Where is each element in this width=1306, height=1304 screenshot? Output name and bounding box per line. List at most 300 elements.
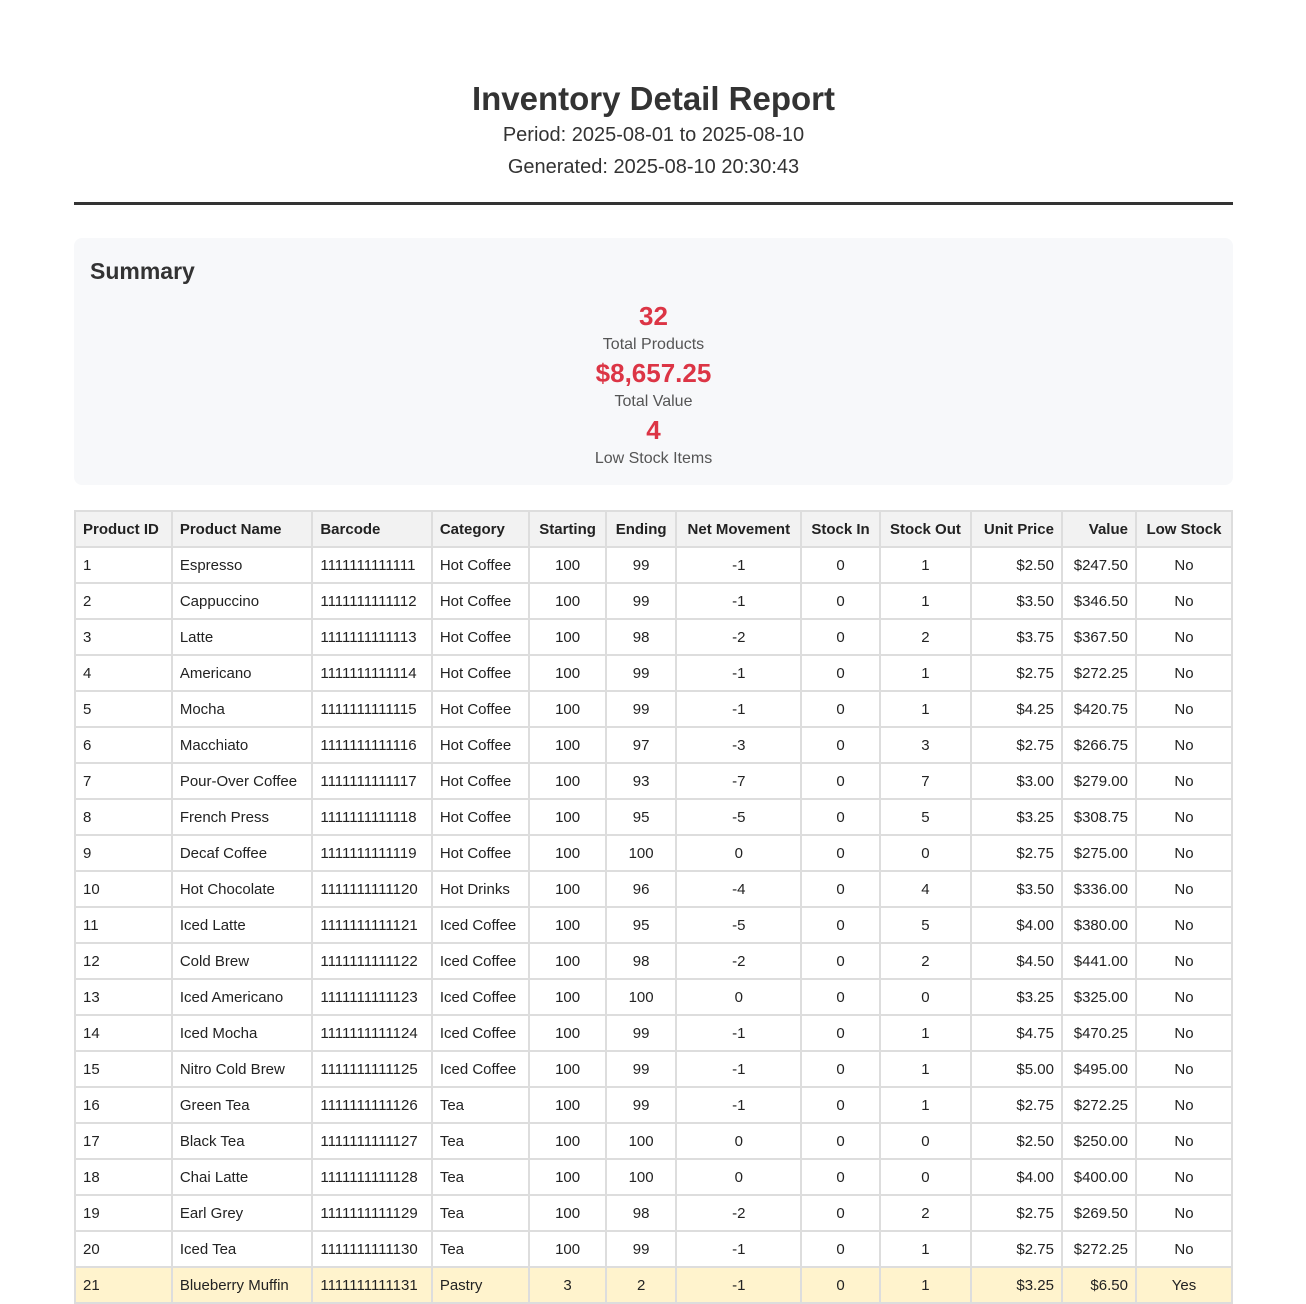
net-movement-cell: 0 — [676, 835, 801, 871]
unit-price-cell: $3.00 — [971, 763, 1062, 799]
report-period: Period: 2025-08-01 to 2025-08-10 — [502, 124, 805, 146]
barcode-cell: 1111111111125 — [312, 1051, 431, 1087]
product-id-cell: 14 — [75, 1015, 172, 1051]
metric-label: Low Stock Items — [594, 450, 713, 467]
metric-value: $8,657.25 — [595, 358, 712, 388]
product-id-cell: 7 — [75, 763, 172, 799]
product-id-cell: 19 — [75, 1195, 172, 1231]
value-cell: $420.75 — [1062, 691, 1136, 727]
net-movement-cell: 0 — [676, 1123, 801, 1159]
category-cell: Hot Coffee — [432, 619, 529, 655]
column-header-product-id: Product ID — [75, 511, 172, 547]
stock-in-cell: 0 — [801, 979, 879, 1015]
starting-cell: 3 — [529, 1267, 606, 1303]
unit-price-cell: $4.00 — [971, 1159, 1062, 1195]
barcode-cell: 1111111111118 — [312, 799, 431, 835]
barcode-cell: 1111111111117 — [312, 763, 431, 799]
low-stock-cell: No — [1136, 655, 1232, 691]
value-cell: $336.00 — [1062, 871, 1136, 907]
category-cell: Tea — [432, 1231, 529, 1267]
ending-cell: 99 — [606, 691, 676, 727]
barcode-cell: 1111111111119 — [312, 835, 431, 871]
product-name-cell: Mocha — [172, 691, 313, 727]
low-stock-cell: No — [1136, 1015, 1232, 1051]
value-cell: $325.00 — [1062, 979, 1136, 1015]
product-id-cell: 12 — [75, 943, 172, 979]
ending-cell: 96 — [606, 871, 676, 907]
net-movement-cell: -4 — [676, 871, 801, 907]
category-cell: Iced Coffee — [432, 907, 529, 943]
stock-out-cell: 1 — [880, 1051, 972, 1087]
unit-price-cell: $2.50 — [971, 1123, 1062, 1159]
unit-price-cell: $2.75 — [971, 1195, 1062, 1231]
low-stock-cell: No — [1136, 619, 1232, 655]
stock-in-cell: 0 — [801, 943, 879, 979]
ending-cell: 100 — [606, 835, 676, 871]
category-cell: Tea — [432, 1123, 529, 1159]
column-header-barcode: Barcode — [312, 511, 431, 547]
net-movement-cell: -2 — [676, 943, 801, 979]
value-cell: $272.25 — [1062, 1231, 1136, 1267]
stock-out-cell: 1 — [880, 691, 972, 727]
low-stock-cell: No — [1136, 1123, 1232, 1159]
net-movement-cell: -7 — [676, 763, 801, 799]
table-row — [75, 979, 1232, 1015]
ending-cell: 99 — [606, 655, 676, 691]
barcode-cell: 1111111111115 — [312, 691, 431, 727]
stock-in-cell: 0 — [801, 835, 879, 871]
column-header-starting: Starting — [529, 511, 606, 547]
product-id-cell: 5 — [75, 691, 172, 727]
product-id-cell: 4 — [75, 655, 172, 691]
low-stock-cell: No — [1136, 907, 1232, 943]
product-name-cell: Nitro Cold Brew — [172, 1051, 313, 1087]
table-row — [75, 1267, 1232, 1303]
table-row — [75, 799, 1232, 835]
value-cell: $367.50 — [1062, 619, 1136, 655]
product-id-cell: 8 — [75, 799, 172, 835]
value-cell: $266.75 — [1062, 727, 1136, 763]
ending-cell: 99 — [606, 1231, 676, 1267]
net-movement-cell: -2 — [676, 1195, 801, 1231]
starting-cell: 100 — [529, 763, 606, 799]
product-name-cell: Iced Mocha — [172, 1015, 313, 1051]
net-movement-cell: -1 — [676, 547, 801, 583]
table-row — [75, 1123, 1232, 1159]
low-stock-cell: No — [1136, 979, 1232, 1015]
table-row — [75, 583, 1232, 619]
report-title: Inventory Detail Report — [471, 80, 836, 117]
starting-cell: 100 — [529, 547, 606, 583]
table-row — [75, 835, 1232, 871]
product-name-cell: French Press — [172, 799, 313, 835]
report-header — [74, 0, 1233, 205]
table-row — [75, 691, 1232, 727]
product-id-cell: 16 — [75, 1087, 172, 1123]
starting-cell: 100 — [529, 1087, 606, 1123]
ending-cell: 98 — [606, 943, 676, 979]
column-header-stock-in: Stock In — [801, 511, 879, 547]
value-cell: $250.00 — [1062, 1123, 1136, 1159]
low-stock-cell: No — [1136, 1195, 1232, 1231]
low-stock-cell: Yes — [1136, 1267, 1232, 1303]
stock-out-cell: 1 — [880, 583, 972, 619]
stock-out-cell: 1 — [880, 1015, 972, 1051]
net-movement-cell: -2 — [676, 619, 801, 655]
starting-cell: 100 — [529, 1195, 606, 1231]
metric-low-stock-items — [74, 414, 1233, 471]
stock-in-cell: 0 — [801, 1087, 879, 1123]
product-id-cell: 13 — [75, 979, 172, 1015]
table-row — [75, 1195, 1232, 1231]
barcode-cell: 1111111111111 — [312, 547, 431, 583]
barcode-cell: 1111111111112 — [312, 583, 431, 619]
column-header-ending: Ending — [606, 511, 676, 547]
product-name-cell: Decaf Coffee — [172, 835, 313, 871]
metric-label: Total Value — [614, 393, 693, 410]
table-row — [75, 547, 1232, 583]
product-name-cell: Americano — [172, 655, 313, 691]
unit-price-cell: $3.25 — [971, 1267, 1062, 1303]
starting-cell: 100 — [529, 691, 606, 727]
unit-price-cell: $3.50 — [971, 871, 1062, 907]
net-movement-cell: 0 — [676, 979, 801, 1015]
stock-out-cell: 0 — [880, 1159, 972, 1195]
unit-price-cell: $4.75 — [971, 1015, 1062, 1051]
metric-total-products — [74, 300, 1233, 357]
value-cell: $6.50 — [1062, 1267, 1136, 1303]
starting-cell: 100 — [529, 871, 606, 907]
net-movement-cell: -1 — [676, 1231, 801, 1267]
stock-in-cell: 0 — [801, 727, 879, 763]
product-id-cell: 21 — [75, 1267, 172, 1303]
stock-in-cell: 0 — [801, 1159, 879, 1195]
product-name-cell: Chai Latte — [172, 1159, 313, 1195]
column-header-stock-out: Stock Out — [880, 511, 972, 547]
starting-cell: 100 — [529, 835, 606, 871]
unit-price-cell: $3.50 — [971, 583, 1062, 619]
value-cell: $279.00 — [1062, 763, 1136, 799]
value-cell: $441.00 — [1062, 943, 1136, 979]
product-name-cell: Black Tea — [172, 1123, 313, 1159]
column-header-unit-price: Unit Price — [971, 511, 1062, 547]
value-cell: $269.50 — [1062, 1195, 1136, 1231]
stock-out-cell: 1 — [880, 547, 972, 583]
stock-in-cell: 0 — [801, 1267, 879, 1303]
starting-cell: 100 — [529, 1159, 606, 1195]
low-stock-cell: No — [1136, 727, 1232, 763]
product-name-cell: Iced Americano — [172, 979, 313, 1015]
stock-out-cell: 1 — [880, 655, 972, 691]
product-name-cell: Latte — [172, 619, 313, 655]
table-row — [75, 1051, 1232, 1087]
barcode-cell: 1111111111130 — [312, 1231, 431, 1267]
metric-value: 4 — [646, 415, 661, 445]
category-cell: Pastry — [432, 1267, 529, 1303]
category-cell: Hot Coffee — [432, 691, 529, 727]
net-movement-cell: -5 — [676, 907, 801, 943]
stock-in-cell: 0 — [801, 1231, 879, 1267]
metric-total-value — [74, 357, 1233, 414]
summary-metrics — [74, 300, 1233, 471]
low-stock-cell: No — [1136, 835, 1232, 871]
product-name-cell: Espresso — [172, 547, 313, 583]
unit-price-cell: $5.00 — [971, 1051, 1062, 1087]
value-cell: $470.25 — [1062, 1015, 1136, 1051]
low-stock-cell: No — [1136, 799, 1232, 835]
summary-title: Summary — [90, 258, 195, 284]
stock-out-cell: 5 — [880, 799, 972, 835]
category-cell: Iced Coffee — [432, 1051, 529, 1087]
starting-cell: 100 — [529, 1051, 606, 1087]
starting-cell: 100 — [529, 943, 606, 979]
table-row — [75, 763, 1232, 799]
ending-cell: 98 — [606, 619, 676, 655]
report-generated: Generated: 2025-08-10 20:30:43 — [507, 156, 800, 178]
category-cell: Hot Coffee — [432, 763, 529, 799]
product-id-cell: 15 — [75, 1051, 172, 1087]
stock-out-cell: 2 — [880, 943, 972, 979]
starting-cell: 100 — [529, 583, 606, 619]
stock-out-cell: 1 — [880, 1267, 972, 1303]
starting-cell: 100 — [529, 727, 606, 763]
unit-price-cell: $4.50 — [971, 943, 1062, 979]
ending-cell: 99 — [606, 1051, 676, 1087]
stock-in-cell: 0 — [801, 583, 879, 619]
ending-cell: 93 — [606, 763, 676, 799]
category-cell: Hot Coffee — [432, 655, 529, 691]
stock-out-cell: 2 — [880, 619, 972, 655]
product-name-cell: Iced Latte — [172, 907, 313, 943]
stock-in-cell: 0 — [801, 655, 879, 691]
starting-cell: 100 — [529, 1015, 606, 1051]
low-stock-cell: No — [1136, 691, 1232, 727]
metric-value: 32 — [639, 301, 668, 331]
unit-price-cell: $3.25 — [971, 979, 1062, 1015]
value-cell: $400.00 — [1062, 1159, 1136, 1195]
inventory-table — [74, 510, 1233, 1304]
ending-cell: 98 — [606, 1195, 676, 1231]
value-cell: $346.50 — [1062, 583, 1136, 619]
net-movement-cell: -1 — [676, 583, 801, 619]
ending-cell: 100 — [606, 1159, 676, 1195]
value-cell: $275.00 — [1062, 835, 1136, 871]
ending-cell: 99 — [606, 547, 676, 583]
column-header-product-name: Product Name — [172, 511, 313, 547]
product-id-cell: 3 — [75, 619, 172, 655]
product-id-cell: 9 — [75, 835, 172, 871]
unit-price-cell: $2.75 — [971, 655, 1062, 691]
product-id-cell: 6 — [75, 727, 172, 763]
low-stock-cell: No — [1136, 1231, 1232, 1267]
product-name-cell: Cappuccino — [172, 583, 313, 619]
barcode-cell: 1111111111123 — [312, 979, 431, 1015]
barcode-cell: 1111111111121 — [312, 907, 431, 943]
net-movement-cell: -3 — [676, 727, 801, 763]
table-row — [75, 727, 1232, 763]
starting-cell: 100 — [529, 979, 606, 1015]
barcode-cell: 1111111111128 — [312, 1159, 431, 1195]
unit-price-cell: $2.75 — [971, 727, 1062, 763]
product-id-cell: 10 — [75, 871, 172, 907]
category-cell: Hot Coffee — [432, 583, 529, 619]
ending-cell: 99 — [606, 1015, 676, 1051]
barcode-cell: 1111111111122 — [312, 943, 431, 979]
stock-in-cell: 0 — [801, 763, 879, 799]
product-id-cell: 20 — [75, 1231, 172, 1267]
category-cell: Tea — [432, 1195, 529, 1231]
table-row — [75, 871, 1232, 907]
ending-cell: 100 — [606, 979, 676, 1015]
low-stock-cell: No — [1136, 943, 1232, 979]
column-header-value: Value — [1062, 511, 1136, 547]
barcode-cell: 1111111111124 — [312, 1015, 431, 1051]
category-cell: Hot Coffee — [432, 799, 529, 835]
table-header-row — [75, 511, 1232, 547]
unit-price-cell: $4.00 — [971, 907, 1062, 943]
stock-out-cell: 3 — [880, 727, 972, 763]
table-body — [75, 547, 1232, 1303]
net-movement-cell: 0 — [676, 1159, 801, 1195]
unit-price-cell: $3.25 — [971, 799, 1062, 835]
low-stock-cell: No — [1136, 1087, 1232, 1123]
stock-in-cell: 0 — [801, 799, 879, 835]
barcode-cell: 1111111111127 — [312, 1123, 431, 1159]
stock-in-cell: 0 — [801, 691, 879, 727]
stock-out-cell: 5 — [880, 907, 972, 943]
net-movement-cell: -1 — [676, 1015, 801, 1051]
ending-cell: 95 — [606, 799, 676, 835]
stock-in-cell: 0 — [801, 871, 879, 907]
low-stock-cell: No — [1136, 1159, 1232, 1195]
net-movement-cell: -1 — [676, 1051, 801, 1087]
table-row — [75, 655, 1232, 691]
category-cell: Hot Coffee — [432, 835, 529, 871]
category-cell: Iced Coffee — [432, 1015, 529, 1051]
starting-cell: 100 — [529, 799, 606, 835]
stock-out-cell: 4 — [880, 871, 972, 907]
category-cell: Iced Coffee — [432, 979, 529, 1015]
low-stock-cell: No — [1136, 547, 1232, 583]
product-name-cell: Hot Chocolate — [172, 871, 313, 907]
barcode-cell: 1111111111116 — [312, 727, 431, 763]
stock-in-cell: 0 — [801, 547, 879, 583]
product-id-cell: 18 — [75, 1159, 172, 1195]
ending-cell: 99 — [606, 1087, 676, 1123]
stock-out-cell: 0 — [880, 835, 972, 871]
column-header-low-stock: Low Stock — [1136, 511, 1232, 547]
stock-in-cell: 0 — [801, 1123, 879, 1159]
net-movement-cell: -1 — [676, 1087, 801, 1123]
value-cell: $380.00 — [1062, 907, 1136, 943]
stock-out-cell: 1 — [880, 1087, 972, 1123]
product-id-cell: 17 — [75, 1123, 172, 1159]
stock-in-cell: 0 — [801, 1015, 879, 1051]
summary-panel — [74, 238, 1233, 485]
report-page — [74, 0, 1233, 1304]
value-cell: $247.50 — [1062, 547, 1136, 583]
starting-cell: 100 — [529, 619, 606, 655]
product-name-cell: Green Tea — [172, 1087, 313, 1123]
product-name-cell: Pour-Over Coffee — [172, 763, 313, 799]
product-name-cell: Cold Brew — [172, 943, 313, 979]
category-cell: Iced Coffee — [432, 943, 529, 979]
category-cell: Hot Coffee — [432, 727, 529, 763]
barcode-cell: 1111111111126 — [312, 1087, 431, 1123]
low-stock-cell: No — [1136, 763, 1232, 799]
stock-in-cell: 0 — [801, 1051, 879, 1087]
starting-cell: 100 — [529, 1123, 606, 1159]
ending-cell: 100 — [606, 1123, 676, 1159]
stock-in-cell: 0 — [801, 619, 879, 655]
value-cell: $272.25 — [1062, 1087, 1136, 1123]
product-id-cell: 11 — [75, 907, 172, 943]
net-movement-cell: -5 — [676, 799, 801, 835]
column-header-category: Category — [432, 511, 529, 547]
barcode-cell: 1111111111129 — [312, 1195, 431, 1231]
ending-cell: 99 — [606, 583, 676, 619]
stock-out-cell: 7 — [880, 763, 972, 799]
stock-in-cell: 0 — [801, 1195, 879, 1231]
category-cell: Hot Coffee — [432, 547, 529, 583]
ending-cell: 2 — [606, 1267, 676, 1303]
category-cell: Tea — [432, 1159, 529, 1195]
table-row — [75, 943, 1232, 979]
product-name-cell: Blueberry Muffin — [172, 1267, 313, 1303]
stock-in-cell: 0 — [801, 907, 879, 943]
table-row — [75, 1231, 1232, 1267]
value-cell: $272.25 — [1062, 655, 1136, 691]
ending-cell: 97 — [606, 727, 676, 763]
unit-price-cell: $4.25 — [971, 691, 1062, 727]
barcode-cell: 1111111111114 — [312, 655, 431, 691]
starting-cell: 100 — [529, 907, 606, 943]
unit-price-cell: $2.75 — [971, 835, 1062, 871]
product-id-cell: 1 — [75, 547, 172, 583]
low-stock-cell: No — [1136, 871, 1232, 907]
table-row — [75, 907, 1232, 943]
value-cell: $495.00 — [1062, 1051, 1136, 1087]
stock-out-cell: 2 — [880, 1195, 972, 1231]
product-name-cell: Earl Grey — [172, 1195, 313, 1231]
low-stock-cell: No — [1136, 1051, 1232, 1087]
unit-price-cell: $2.75 — [971, 1231, 1062, 1267]
ending-cell: 95 — [606, 907, 676, 943]
table-row — [75, 1087, 1232, 1123]
stock-out-cell: 1 — [880, 1231, 972, 1267]
product-name-cell: Macchiato — [172, 727, 313, 763]
table-row — [75, 1159, 1232, 1195]
category-cell: Tea — [432, 1087, 529, 1123]
table-row — [75, 619, 1232, 655]
stock-out-cell: 0 — [880, 1123, 972, 1159]
starting-cell: 100 — [529, 655, 606, 691]
table-row — [75, 1015, 1232, 1051]
unit-price-cell: $2.50 — [971, 547, 1062, 583]
metric-label: Total Products — [602, 336, 705, 353]
value-cell: $308.75 — [1062, 799, 1136, 835]
product-name-cell: Iced Tea — [172, 1231, 313, 1267]
column-header-net-movement: Net Movement — [676, 511, 801, 547]
net-movement-cell: -1 — [676, 655, 801, 691]
product-id-cell: 2 — [75, 583, 172, 619]
low-stock-cell: No — [1136, 583, 1232, 619]
unit-price-cell: $3.75 — [971, 619, 1062, 655]
category-cell: Hot Drinks — [432, 871, 529, 907]
barcode-cell: 1111111111131 — [312, 1267, 431, 1303]
unit-price-cell: $2.75 — [971, 1087, 1062, 1123]
net-movement-cell: -1 — [676, 1267, 801, 1303]
